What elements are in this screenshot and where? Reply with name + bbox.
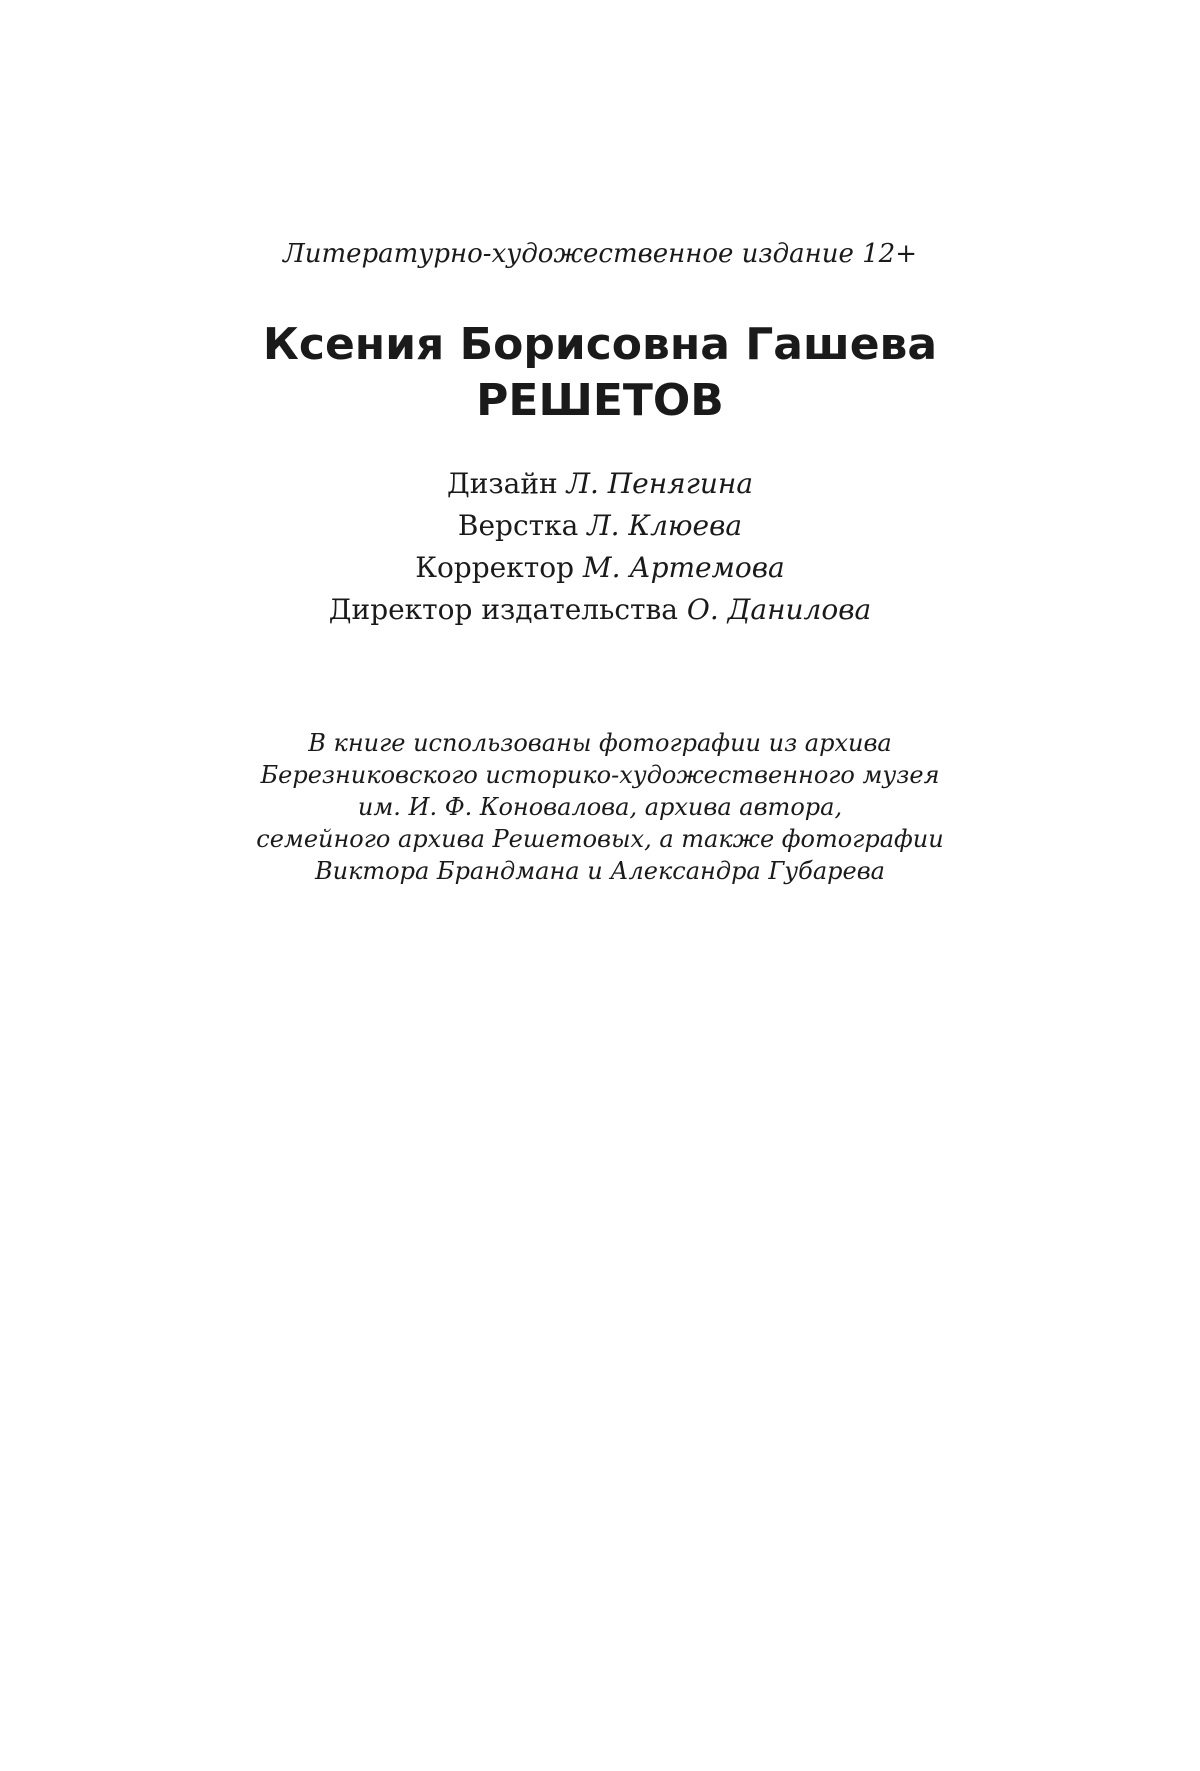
credit-person: М. Артемова — [582, 551, 785, 584]
credit-layout — [0, 506, 1200, 546]
photo-note-line: В книге использованы фотографии из архива — [308, 729, 892, 757]
credit-person: Л. Клюева — [587, 509, 743, 542]
credit-proofreader — [0, 548, 1200, 588]
edition-line: Литературно-художественное издание 12+ — [283, 239, 917, 269]
credit-role: Дизайн — [446, 467, 558, 500]
credit-person: Л. Пенягина — [566, 467, 754, 500]
credit-director — [0, 590, 1200, 630]
credit-person: О. Данилова — [686, 593, 872, 626]
photo-note-line: им. И. Ф. Коновалова, архива автора, — [357, 793, 843, 821]
book-title: РЕШЕТОВ — [476, 375, 724, 426]
credit-design — [0, 464, 1200, 504]
credit-role: Верстка — [457, 509, 579, 542]
photo-note-line: Виктора Брандмана и Александра Губарева — [315, 857, 885, 885]
credit-role: Корректор — [415, 551, 574, 584]
photo-note-line: семейного архива Решетовых, а также фотографии — [256, 825, 944, 853]
photo-note-line: Березниковского историко-художественного музея — [260, 761, 940, 789]
author-name: Ксения Борисовна Гашева — [262, 319, 938, 370]
credit-role: Директор издательства — [328, 593, 678, 626]
